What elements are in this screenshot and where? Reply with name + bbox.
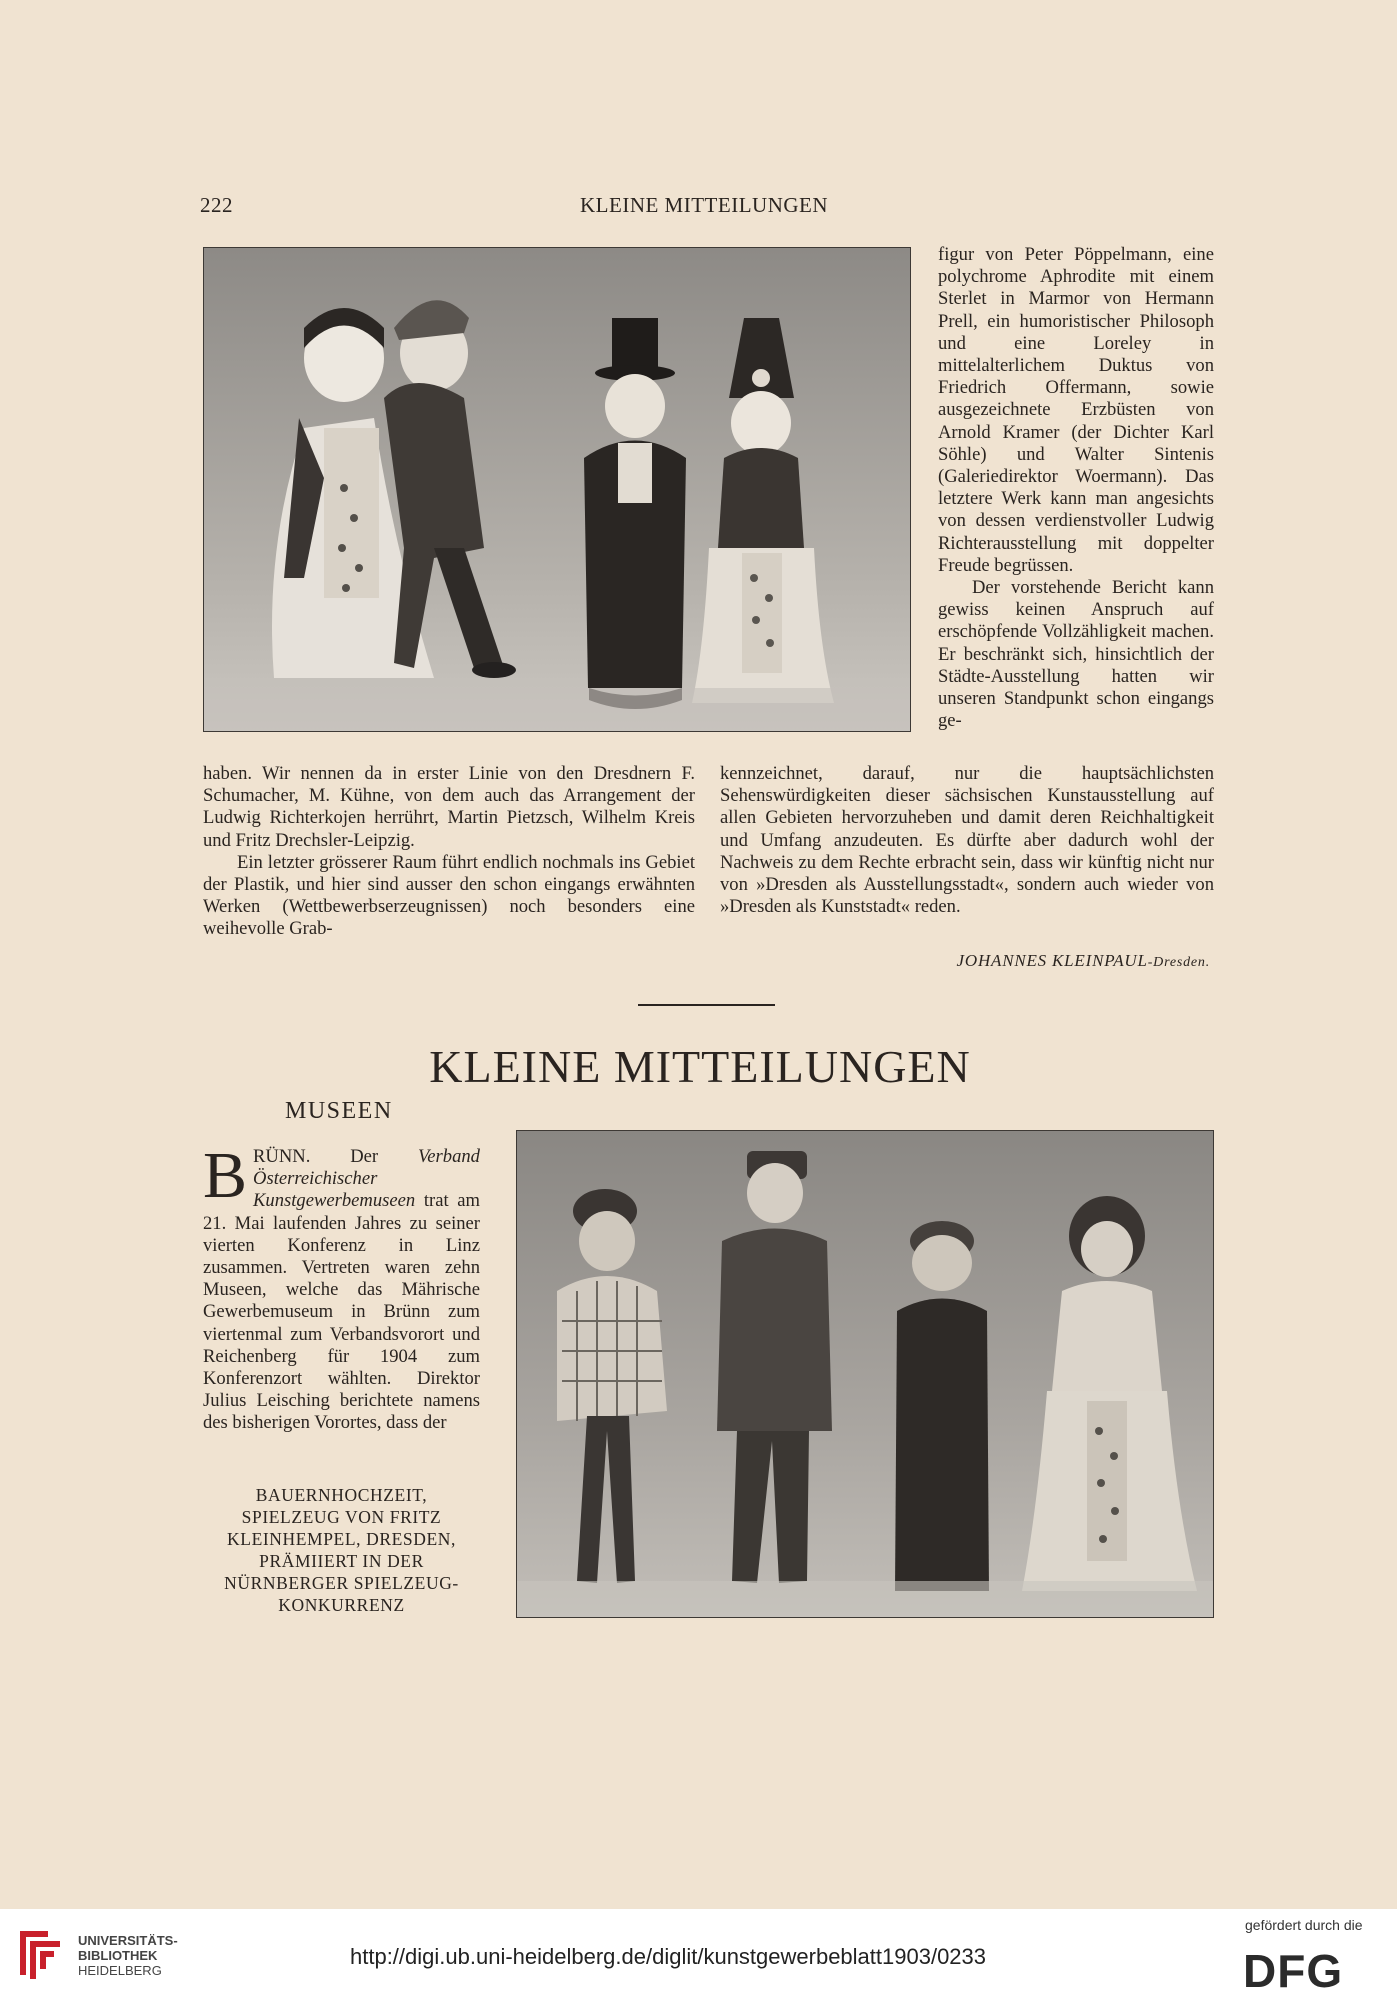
caption-line: KLEINHEMPEL, DRESDEN, [227, 1529, 456, 1549]
funding-text: gefördert durch die [1245, 1917, 1363, 1933]
article-right-bottom-column [720, 763, 1214, 918]
footer-bar [0, 1909, 1397, 2006]
subheading-museen: MUSEEN [285, 1098, 393, 1124]
caption-line: SPIELZEUG VON FRITZ [241, 1507, 442, 1527]
article-right-column [938, 244, 1214, 732]
article-left-column [203, 763, 695, 941]
lead-caps: RÜNN. [253, 1146, 311, 1167]
page-number: 222 [200, 193, 233, 217]
museen-article [203, 1139, 480, 1435]
drop-cap: B [203, 1139, 248, 1212]
document-url[interactable]: http://digi.ub.uni-heidelberg.de/diglit/kunstgewerbeblatt1903/0233 [350, 1944, 987, 1969]
library-line: HEIDELBERG [78, 1963, 162, 1978]
library-logo-icon [14, 1923, 66, 1983]
caption-line: NÜRNBERGER SPIELZEUG- [224, 1573, 459, 1593]
library-line: UNIVERSITÄTS- [78, 1933, 178, 1948]
library-name [78, 1933, 178, 1978]
paragraph: figur von Peter Pöppelmann, eine polychrome Aphrodite mit einem Sterlet in Marmor von Hermann Prell, ein humoristischer Philosoph und eine Loreley in mittelalterlichem Duktus von Friedrich Offermann, sowie ausgezeichnete Erzbüsten von Arnold Kramer (der Dichter Karl Söhle) und Walter Sintenis (Galeriedirektor Woermann). Das letztere Werk kann man angesichts von dessen verdienstvoller Ludwig Richterausstellung mit doppelter Freude begrüssen. [938, 244, 1214, 576]
caption-line: PRÄMIIERT IN DER [259, 1551, 424, 1571]
paragraph: Der vorstehende Bericht kann gewiss keinen Anspruch auf erschöpfende Vollzähligkeit machen. Er beschränkt sich, hinsichtlich der Städte-Ausstellung hatten wir unseren Standpunkt schon eingangs ge- [938, 577, 1214, 732]
caption-line: BAUERNHOCHZEIT, [255, 1485, 428, 1505]
dfg-logo: DFG [1243, 1945, 1344, 1997]
paragraph: Ein letzter grösserer Raum führt endlich nochmals ins Gebiet der Plastik, und hier sind ausser den schon eingangs erwähnten Werken (Wettbewerbserzeugnissen) noch besonders eine weihevolle Grab- [203, 851, 695, 940]
photo-figurines-couples [203, 247, 911, 732]
lead-word: Der [350, 1146, 379, 1167]
author-place: -Dresden. [1147, 955, 1210, 970]
author-signature [880, 951, 1210, 971]
photo-figurines-group [516, 1130, 1214, 1618]
caption-line: KONKURRENZ [278, 1595, 405, 1615]
lead-italic: Verband Österreichischer Kunstgewerbemuseen [253, 1146, 480, 1212]
author-name: JOHANNES KLEINPAUL [956, 951, 1148, 970]
section-divider [638, 1004, 775, 1006]
paragraph: haben. Wir nennen da in erster Linie von den Dresdnern F. Schumacher, M. Kühne, von dem auch das Arrangement der Ludwig Richterkojen herrührt, Martin Pietzsch, Wilhelm Kreis und Fritz Drechsler-Leipzig. [203, 763, 695, 851]
photo-caption [203, 1484, 480, 1616]
paragraph: kennzeichnet, darauf, nur die hauptsächlichsten Sehenswürdigkeiten dieser sächsischen Kunstausstellung auf allen Gebieten hervorzuheben und damit deren Reichhaltigkeit und Umfang anzudeuten. Es dürfte aber dadurch wohl der Nachweis zu dem Rechte erbracht sein, dass wir künftig nicht nur von »Dresden als Ausstellungsstadt«, sondern auch wieder von »Dresden als Kunststadt« reden. [720, 763, 1214, 918]
section-title: KLEINE MITTEILUNGEN [429, 1041, 971, 1092]
library-line: BIBLIOTHEK [78, 1948, 158, 1963]
article-body: trat am 21. Mai laufenden Jahres zu seiner vierten Konferenz in Linz zusammen. Vertreten waren zehn Museen, welche das Mährische Gewerbemuseum in Brünn zum viertenmal zum Verbandsvorort und Reichenberg für 1904 zum Konferenzort wählten. Direktor Julius Leisching berichtete namens des bisherigen Vorortes, dass der [203, 1190, 480, 1434]
running-title: KLEINE MITTEILUNGEN [580, 193, 829, 217]
